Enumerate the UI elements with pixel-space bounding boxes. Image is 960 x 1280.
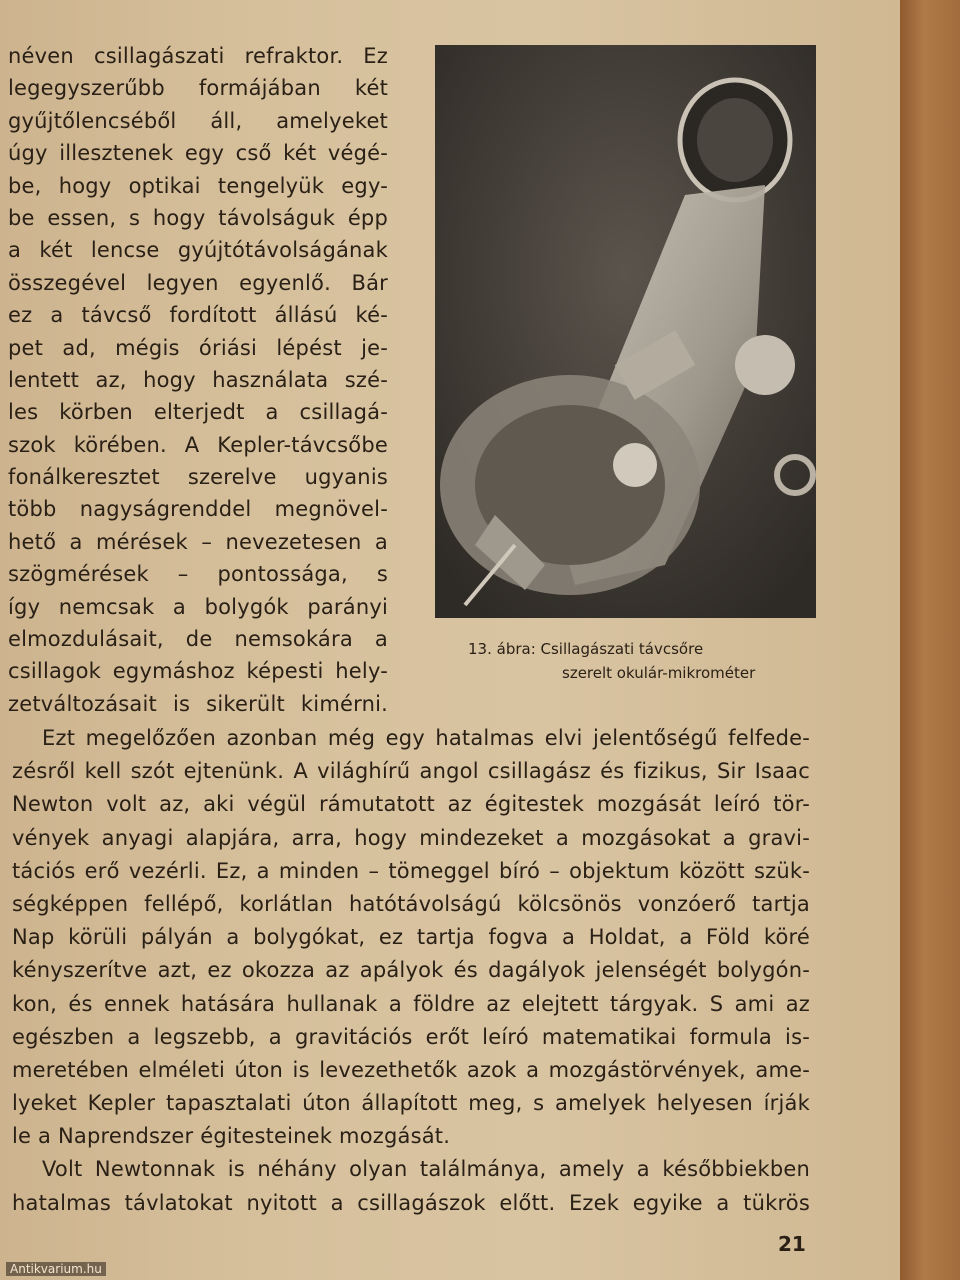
- text-line: a két lencse gyújtótávolságának: [8, 238, 388, 263]
- text-line: hető a mérések – nevezetesen a: [8, 529, 388, 554]
- figure-caption: [468, 637, 798, 685]
- text-line: elmozdulásait, de nemsokára a: [8, 627, 388, 652]
- text-line: fonálkeresztet szerelve ugyanis: [8, 465, 388, 490]
- text-line: ez a távcső fordított állású ké-: [8, 303, 388, 328]
- text-line: néven csillagászati refraktor. Ez: [8, 44, 388, 68]
- page-number: 21: [778, 1232, 806, 1256]
- text-line: több nagyságrenddel megnövel-: [8, 497, 388, 522]
- text-line: tációs erő vezérli. Ez, a minden – tömeggel bíró – objektum között szük-: [12, 858, 810, 883]
- caption-line: 13. ábra: Csillagászati távcsőre: [468, 640, 704, 658]
- text-line: pet ad, mégis óriási lépést je-: [8, 335, 388, 360]
- text-line: ségképpen fellépő, korlátlan hatótávolságú kölcsönös vonzóerő tartja: [12, 891, 810, 916]
- left-column-text: [8, 40, 388, 720]
- text-line: összegével legyen egyenlő. Bár: [8, 270, 388, 295]
- text-line: így nemcsak a bolygók parányi: [8, 594, 388, 619]
- text-line: be essen, s hogy távolságuk épp: [8, 205, 388, 230]
- text-line: lentett az, hogy használata szé-: [8, 367, 388, 392]
- text-line: úgy illesztenek egy cső két végé-: [8, 141, 388, 166]
- text-line: Nap körüli pályán a bolygókat, ez tartja fogva a Holdat, a Föld köré: [12, 925, 810, 950]
- text-line: gyűjtőlencséből áll, amelyeket: [8, 108, 388, 133]
- telescope-ocular-micrometer-photo: [435, 45, 816, 618]
- text-line: le a Naprendszer égitesteinek mozgását.: [12, 1124, 451, 1149]
- text-line: vények anyagi alapjára, arra, hogy mindezeket a mozgásokat a gravi-: [12, 825, 810, 850]
- text-line: Ezt megelőzően azonban még egy hatalmas elvi jelentőségű felfede-: [42, 726, 810, 750]
- text-line: lyeket Kepler tapasztalati úton állapított meg, s amelyek helyesen írják: [12, 1091, 810, 1116]
- text-line: szok körében. A Kepler-távcsőbe: [8, 432, 388, 457]
- text-line: zetváltozásait is sikerült kimérni.: [8, 691, 388, 716]
- text-line: Volt Newtonnak is néhány olyan találmánya, amely a későbbiekben: [42, 1157, 810, 1182]
- caption-line: szerelt okulár-mikrométer: [562, 664, 756, 682]
- text-line: be, hogy optikai tengelyük egy-: [8, 173, 388, 198]
- text-line: hatalmas távlatokat nyitott a csillagászok előtt. Ezek egyike a tükrös: [12, 1190, 810, 1215]
- page-edge-background: [900, 0, 960, 1280]
- text-line: kon, és ennek hatására hullanak a földre az elejtett tárgyak. S ami az: [12, 991, 810, 1016]
- text-line: szögmérések – pontossága, s: [8, 562, 388, 587]
- text-line: legegyszerűbb formájában két: [8, 76, 388, 101]
- text-line: egészben a legszebb, a gravitációs erőt leíró matematikai formula is-: [12, 1024, 810, 1049]
- text-line: zésről kell szót ejtenünk. A világhírű angol csillagász és fizikus, Sir Isaac: [12, 759, 810, 784]
- text-line: kényszerítve azt, ez okozza az apályok és dagályok jelenségét bolygón-: [12, 958, 810, 983]
- text-line: Newton volt az, aki végül rámutatott az égitestek mozgását leíró tör-: [12, 792, 810, 817]
- text-line: meretében elméleti úton is levezethetők azok a mozgástörvények, ame-: [12, 1057, 810, 1082]
- watermark: Antikvarium.hu: [6, 1262, 106, 1276]
- body-text: [12, 722, 810, 1220]
- text-line: les körben elterjedt a csillagá-: [8, 400, 388, 425]
- text-line: csillagok egymáshoz képesti hely-: [8, 659, 388, 684]
